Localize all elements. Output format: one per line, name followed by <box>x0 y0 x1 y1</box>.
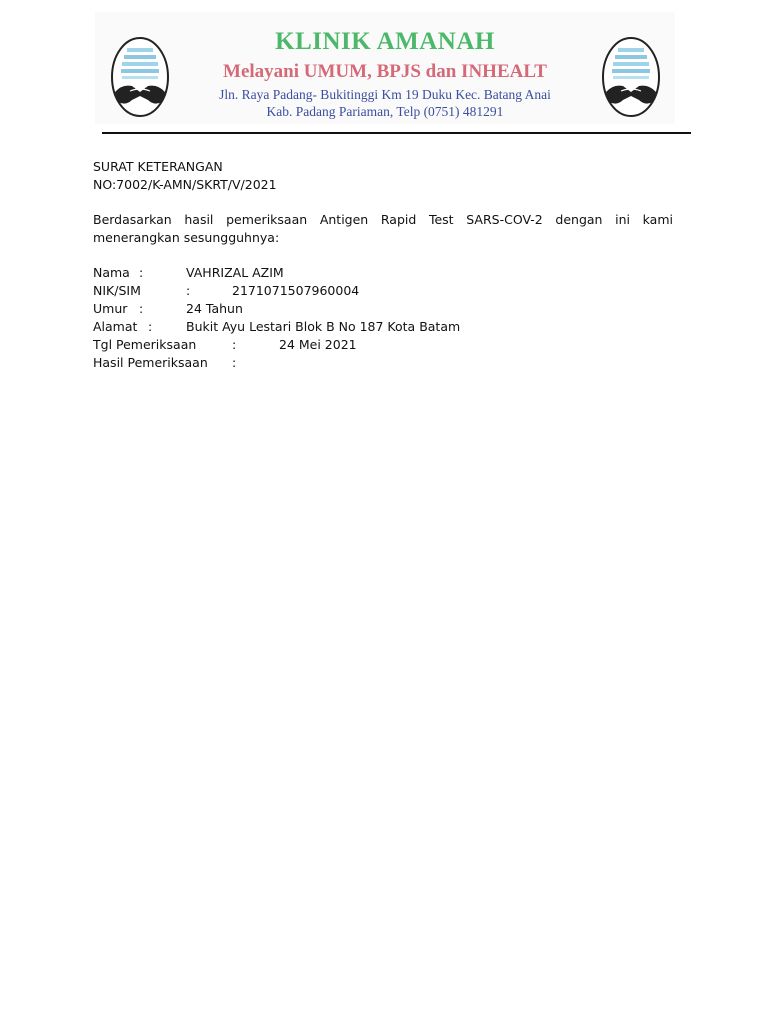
field-value: 24 Tahun <box>186 301 243 316</box>
field-separator: : <box>232 337 237 352</box>
clinic-name: KLINIK AMANAH <box>275 28 495 55</box>
clinic-address: Jln. Raya Padang- Bukitinggi Km 19 Duku Kec. Batang Anai <box>219 87 551 102</box>
field-label: NIK/SIM <box>93 283 141 298</box>
field-label: Alamat <box>93 319 138 334</box>
field-nik-sim <box>93 282 673 300</box>
field-separator: : <box>148 319 153 334</box>
field-nama <box>93 264 673 282</box>
document-number: NO:7002/K-AMN/SKRT/V/2021 <box>93 177 277 192</box>
clinic-logo-right <box>601 36 661 118</box>
field-value: Bukit Ayu Lestari Blok B No 187 Kota Batam <box>186 319 461 334</box>
field-tgl-pemeriksaan <box>93 336 673 354</box>
field-label: Nama <box>93 265 130 280</box>
letterhead-text <box>175 12 595 120</box>
header-divider <box>102 132 691 134</box>
clinic-logo-left <box>110 36 170 118</box>
clinic-contact: Kab. Padang Pariaman, Telp (0751) 481291 <box>266 104 504 119</box>
field-separator: : <box>139 265 144 280</box>
handshake-emblem-icon <box>601 36 661 118</box>
field-value: 2171071507960004 <box>232 283 360 298</box>
field-separator: : <box>186 283 191 298</box>
field-label: Tgl Pemeriksaan <box>93 337 197 352</box>
letterhead <box>95 12 675 124</box>
patient-fields <box>93 264 673 372</box>
field-separator: : <box>232 355 237 370</box>
document-title: SURAT KETERANGAN <box>93 159 223 174</box>
field-umur <box>93 300 673 318</box>
field-value: VAHRIZAL AZIM <box>186 265 284 280</box>
clinic-services: Melayani UMUM, BPJS dan INHEALT <box>223 61 547 82</box>
letter-body <box>93 158 673 372</box>
field-separator: : <box>139 301 144 316</box>
handshake-emblem-icon <box>110 36 170 118</box>
field-label: Hasil Pemeriksaan <box>93 355 208 370</box>
field-label: Umur <box>93 301 128 316</box>
field-value: 24 Mei 2021 <box>279 337 357 352</box>
field-hasil-pemeriksaan <box>93 354 673 372</box>
intro-paragraph: Berdasarkan hasil pemeriksaan Antigen Rapid Test SARS-COV-2 dengan ini kami menerangkan sesungguhnya: <box>93 212 673 245</box>
field-alamat <box>93 318 673 336</box>
